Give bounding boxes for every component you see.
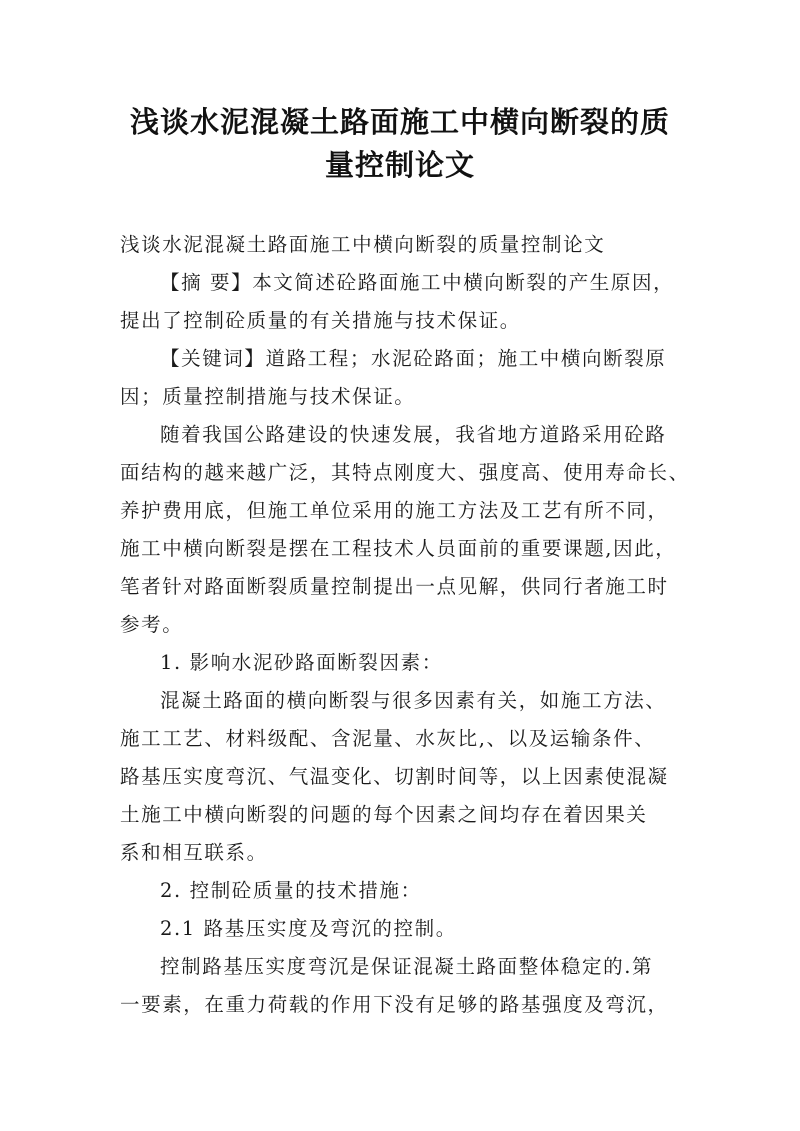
body-line: 一要素，在重力荷载的作用下没有足够的路基强度及弯沉， (120, 993, 669, 1016)
body-line: 浅谈水泥混凝土路面施工中横向断裂的质量控制论文 (120, 233, 606, 256)
body-line: 笔者针对路面断裂质量控制提出一点见解，供同行者施工时 (120, 575, 669, 598)
body-line: 参考。 (120, 613, 184, 636)
body-line: 随着我国公路建设的快速发展，我省地方道路采用砼路 (160, 423, 667, 446)
body-line: 混凝土路面的横向断裂与很多因素有关，如施工方法、 (160, 689, 667, 712)
section-heading: 2. 控制砼质量的技术措施： (160, 879, 422, 902)
body-line: 路基压实度弯沉、气温变化、切割时间等，以上因素使混凝 (120, 765, 669, 788)
subsection-heading: 2.1 路基压实度及弯沉的控制。 (160, 917, 457, 940)
body-line: 施工工艺、材料级配、含泥量、水灰比,、以及运输条件、 (120, 727, 656, 750)
document-title-line-2: 量控制论文 (324, 148, 475, 182)
body-line: 土施工中横向断裂的问题的每个因素之间均存在着因果关 (120, 803, 648, 826)
body-line: 施工中横向断裂是摆在工程技术人员面前的重要课题,因此， (120, 537, 677, 560)
body-line: 控制路基压实度弯沉是保证混凝土路面整体稳定的.第 (160, 955, 654, 978)
body-line: 面结构的越来越广泛，其特点刚度大、强度高、使用寿命长、 (120, 461, 690, 484)
section-heading: 1. 影响水泥砂路面断裂因素： (160, 651, 443, 674)
body-line: 养护费用底，但施工单位采用的施工方法及工艺有所不同， (120, 499, 669, 522)
body-line: 【关键词】道路工程；水泥砼路面；施工中横向断裂原 (160, 347, 667, 370)
body-line: 系和相互联系。 (120, 841, 268, 864)
body-line: 因；质量控制措施与技术保证。 (120, 385, 416, 408)
body-line: 【摘 要】本文简述砼路面施工中横向断裂的产生原因， (160, 271, 675, 294)
body-line: 提出了控制砼质量的有关措施与技术保证。 (120, 309, 521, 332)
document-title-line-1: 浅谈水泥混凝土路面施工中横向断裂的质 (129, 105, 670, 139)
